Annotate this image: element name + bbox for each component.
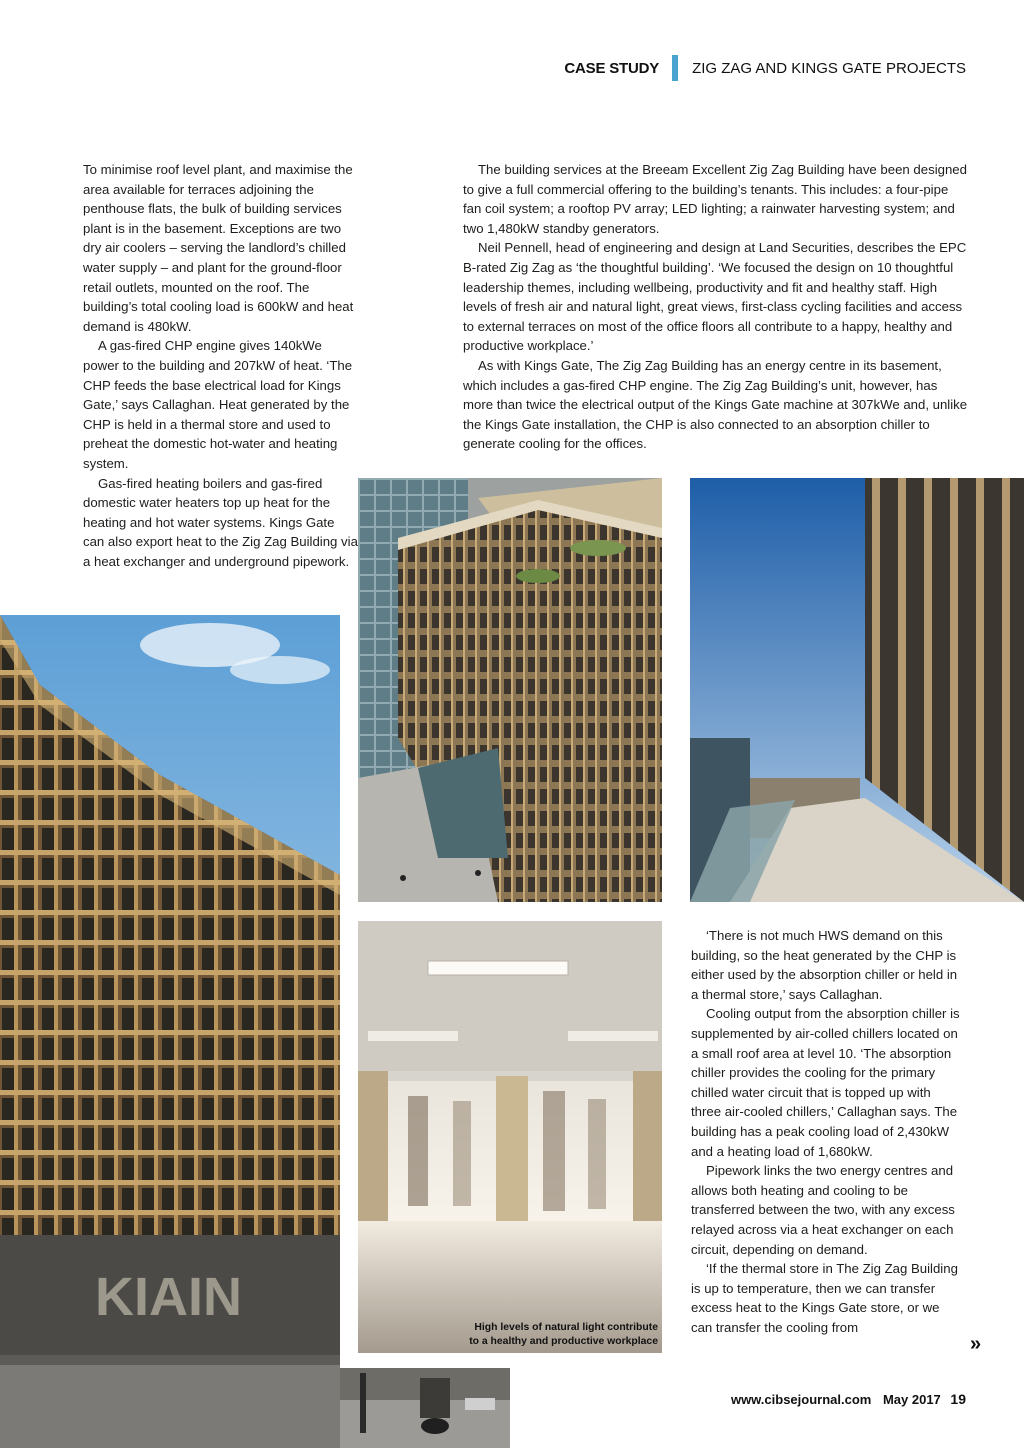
footer-issue: May 2017 [882, 1392, 941, 1407]
paragraph: ‘If the thermal store in The Zig Zag Building is up to temperature, then we can transfer excess heat to the Kings Gate store, or we can transfer the cooling from [691, 1261, 958, 1335]
paragraph: ‘There is not much HWS demand on this building, so the heat generated by the CHP is either used by the absorption chiller or held in a thermal store,’ says Callaghan. [691, 928, 958, 1002]
paragraph: Cooling output from the absorption chiller is supplemented by air-colled chillers located on a small roof area at level 10. ‘The absorption chiller provides the cooling for the primary chilled water circuit that is topped up with three air-cooled chillers,’ Callaghan says. The building has a peak cooling load of 2,430kW and a heating load of 1,680kW. [691, 1006, 960, 1159]
paragraph: Gas-fired heating boilers and gas-fired domestic water heaters top up heat for the heating and hot water systems. Kings Gate can also export heat to the Zig Zag Building via a heat exchanger and underground pipework. [83, 475, 358, 569]
footer-website: www.cibsejournal.com [730, 1392, 872, 1407]
paragraph: Neil Pennell, head of engineering and design at Land Securities, describes the EPC B-rated Zig Zag as ‘the thoughtful building’. ‘We focused the design on 10 thoughtful leadership themes, including wellbeing, productivity and fit and healthy staff. High levels of fresh air and natural light, great views, first-class cycling facilities and access to external terraces on most of the office floors all contribute to a happy, healthy and productive workplace.’ [463, 240, 967, 354]
text-column-right [691, 926, 963, 1337]
text-column-middle [463, 160, 968, 454]
paragraph: Pipework links the two energy centres and allows both heating and cooling to be transferred between the two, with any excess relayed across via a heat exchanger on each circuit, depending on demand. [691, 1163, 955, 1257]
photo-street-level [340, 1368, 510, 1448]
caption-line: High levels of natural light contribute [474, 1322, 658, 1333]
paragraph: The building services at the Breeam Excellent Zig Zag Building have been designed to give a full commercial offering to the building’s tenants. This includes: a four-pipe fan coil system; a rooftop PV array; LED lighting; a rainwater harvesting system; and two 1,480kW standby generators. [463, 162, 967, 236]
paragraph: A gas-fired CHP engine gives 140kWe power to the building and 207kW of heat. ‘The CHP feeds the base electrical load for Kings Gate,’ says Callaghan. Heat generated by the CHP is held in a thermal store and used to preheat the domestic hot-water and heating system. [83, 338, 353, 471]
paragraph: To minimise roof level plant, and maximise the area available for terraces adjoining the penthouse flats, the bulk of building services plant is in the basement. Exceptions are two dry air coolers – serving the landlord’s chilled water supply – and plant for the ground-floor retail outlets, mounted on the roof. The building’s total cooling load is 600kW and heat demand is 480kW. [83, 162, 354, 334]
page-footer [731, 1391, 966, 1407]
double-chevron-right-icon: » [970, 1333, 982, 1355]
paragraph: As with Kings Gate, The Zig Zag Building has an energy centre in its basement, which includes a gas-fired CHP engine. The Zig Zag Building’s unit, however, has more than twice the electrical output of the Kings Gate machine at 307kWe and, unlike the Kings Gate installation, the CHP is also connected to an absorption chiller to generate cooling for the offices. [463, 357, 968, 452]
photo-caption [430, 1321, 658, 1349]
photo-aerial-building [358, 478, 662, 902]
page-number: 19 [950, 1391, 966, 1407]
facade-sign: KIAIN [95, 1267, 242, 1327]
running-header [564, 55, 966, 81]
photo-roof-terrace [690, 478, 1024, 902]
article-title: ZIG ZAG AND KINGS GATE PROJECTS [692, 59, 966, 77]
caption-line: to a healthy and productive workplace [469, 1336, 658, 1347]
header-divider [672, 55, 678, 81]
text-column-left [83, 160, 359, 571]
photo-office-interior [358, 921, 662, 1353]
photo-building-facade [0, 615, 340, 1448]
section-label: CASE STUDY [564, 59, 660, 77]
